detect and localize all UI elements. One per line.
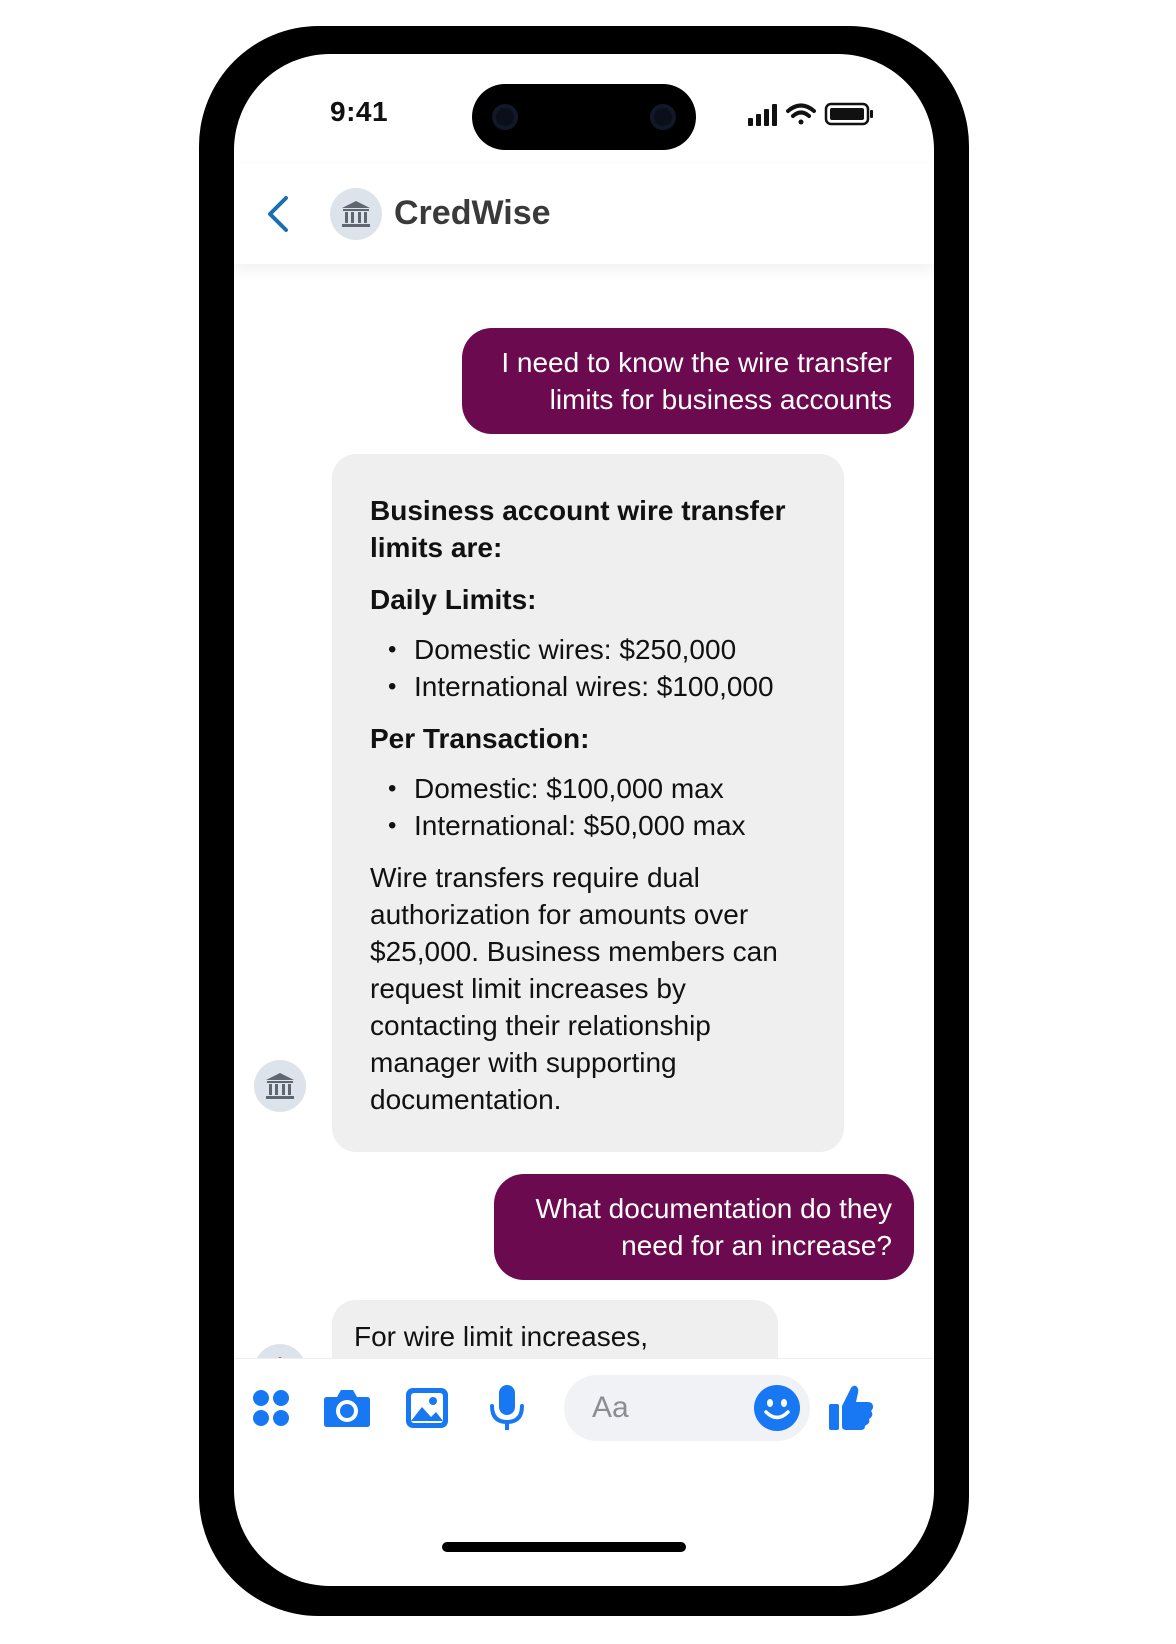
message-line: limits for business accounts	[549, 384, 892, 415]
bot-message	[332, 454, 844, 1152]
status-icons	[748, 100, 888, 130]
home-indicator[interactable]	[442, 1542, 686, 1552]
gallery-button[interactable]	[402, 1383, 452, 1433]
message-list	[234, 264, 934, 1468]
per-transaction-list	[370, 770, 806, 844]
list-item: • Domestic wires: $250,000	[414, 631, 806, 668]
microphone-icon	[489, 1384, 525, 1432]
battery-icon	[826, 104, 873, 124]
paragraph-line: contacting their relationship	[370, 1010, 711, 1041]
camera-button[interactable]	[322, 1383, 372, 1433]
user-message	[462, 328, 914, 434]
message-line: For wire limit increases,	[354, 1321, 649, 1352]
message-line: I need to know the wire transfer	[501, 347, 892, 378]
daily-limits-list	[370, 631, 806, 705]
back-chevron-icon[interactable]	[258, 192, 298, 236]
camera-lens-icon	[492, 104, 518, 130]
paragraph-line: manager with supporting	[370, 1047, 677, 1078]
daily-limits-title: Daily Limits:	[370, 584, 537, 615]
emoji-icon[interactable]	[752, 1383, 802, 1433]
list-item: • Domestic: $100,000 max	[414, 770, 806, 807]
bank-icon	[341, 200, 371, 228]
apps-button[interactable]	[246, 1383, 296, 1433]
thumbs-up-icon	[828, 1384, 874, 1432]
like-button[interactable]	[826, 1383, 876, 1433]
user-message	[494, 1174, 914, 1280]
per-transaction-title: Per Transaction:	[370, 723, 590, 754]
dynamic-island	[472, 84, 696, 150]
signal-icon	[748, 104, 777, 126]
paragraph-line: documentation.	[370, 1084, 562, 1115]
bot-heading-line: limits are:	[370, 532, 503, 563]
camera-icon	[323, 1387, 371, 1429]
phone-screen	[234, 54, 934, 1586]
list-item: • International wires: $100,000	[414, 668, 806, 705]
paragraph-line: $25,000. Business members can	[370, 936, 778, 967]
message-line: need for an increase?	[621, 1230, 892, 1261]
chat-title: CredWise	[394, 194, 551, 232]
bank-icon	[265, 1072, 295, 1100]
apps-icon	[251, 1388, 291, 1428]
microphone-button[interactable]	[482, 1383, 532, 1433]
avatar[interactable]	[330, 188, 382, 240]
paragraph-line: Wire transfers require dual	[370, 862, 700, 893]
paragraph-line: authorization for amounts over	[370, 899, 749, 930]
bot-heading-line: Business account wire transfer	[370, 495, 786, 526]
wifi-icon	[788, 106, 814, 125]
list-item: • International: $50,000 max	[414, 807, 806, 844]
bot-paragraph	[370, 859, 806, 1118]
status-time: 9:41	[330, 96, 389, 127]
paragraph-line: request limit increases by	[370, 973, 686, 1004]
composer-bar	[234, 1358, 934, 1459]
image-icon	[405, 1387, 449, 1429]
message-line: What documentation do they	[535, 1193, 892, 1224]
message-input[interactable]: Aa	[564, 1375, 810, 1441]
bot-avatar	[254, 1060, 306, 1112]
chat-header	[234, 164, 934, 264]
sensor-icon	[650, 104, 676, 130]
